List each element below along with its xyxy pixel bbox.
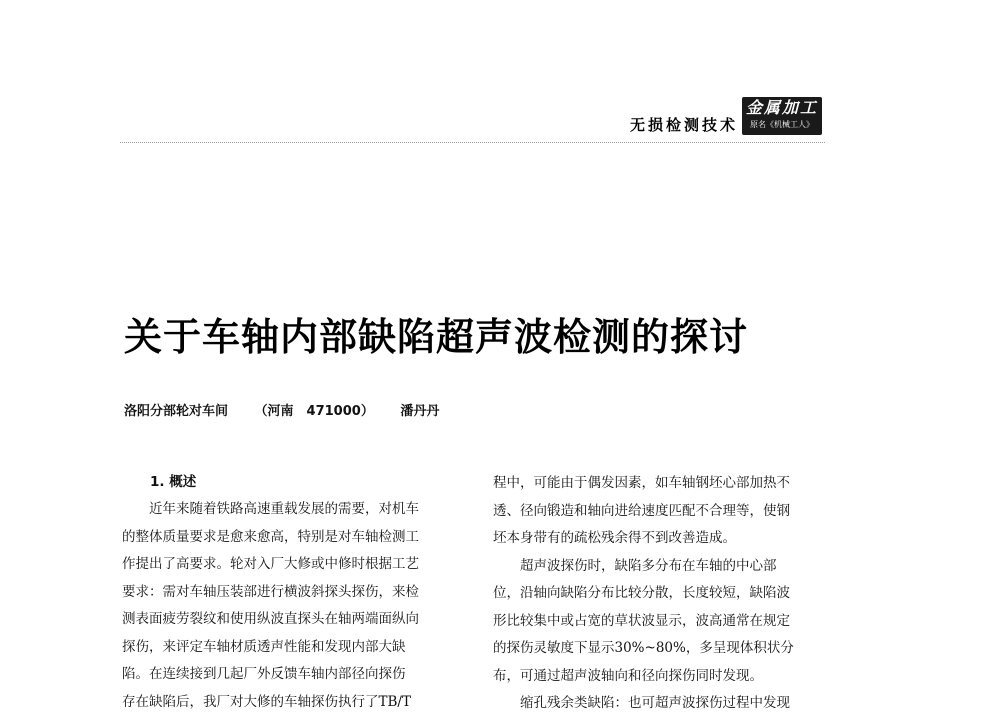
text-line: 超声波探伤时，缺陷多分布在车轴的中心部 — [520, 557, 777, 574]
author-name: 潘丹丹 — [400, 404, 440, 419]
author-affiliation: 洛阳分部轮对车间 — [124, 404, 229, 419]
text-line: 存在缺陷后，我厂对大修的车轴探伤执行了TB/T — [122, 693, 411, 710]
text-line: 探伤，来评定车轴材质透声性能和发现内部大缺 — [122, 638, 406, 655]
article-title: 关于车轴内部缺陷超声波检测的探讨 — [124, 315, 749, 359]
text-line: 透、径向锻造和轴向进给速度匹配不合理等，使钢 — [493, 502, 790, 519]
text-line: 测表面疲劳裂纹和使用纵波直探头在轴两端面纵向 — [122, 611, 419, 627]
right-column — [493, 470, 833, 718]
left-column — [122, 470, 467, 716]
logo-title: 金属加工 — [745, 98, 818, 117]
header-divider — [120, 142, 825, 143]
text-line: 作提出了高要求。轮对入厂大修或中修时根据工艺 — [122, 556, 419, 572]
text-line: 的探伤灵敏度下显示30%~80%，多呈现体积状分 — [493, 640, 794, 656]
text-line: 程中，可能由于偶发因素，如车轴钢坯心部加热不 — [493, 475, 790, 491]
text-line: 位，沿轴向缺陷分布比较分散，长度较短，缺陷波 — [493, 585, 790, 601]
text-line: 缩孔残余类缺陷：也可超声波探伤过程中发现 — [520, 695, 790, 711]
journal-logo — [742, 97, 822, 135]
section-heading: 1. 概述 — [150, 474, 197, 490]
text-line: 形比较集中或占宽的草状波显示，波高通常在规定 — [493, 612, 790, 629]
text-line: 要求：需对车轴压装部进行横波斜探头探伤，来检 — [122, 583, 419, 600]
text-line: 的整体质量要求是愈来愈高，特别是对车轴检测工 — [122, 528, 419, 545]
text-line: 坯本身带有的疏松残余得不到改善造成。 — [493, 530, 736, 546]
text-line: 布，可通过超声波轴向和径向探伤同时发现。 — [493, 667, 763, 684]
logo-subtitle: 原名《机械工人》 — [750, 120, 814, 129]
journal-section-label: 无损检测技术 — [630, 116, 739, 134]
author-line — [124, 400, 461, 419]
author-location: （河南 471000） — [254, 404, 374, 419]
text-line: 近年来随着铁路高速重载发展的需要，对机车 — [149, 501, 419, 517]
text-line: 陷。在连续接到几起厂外反馈车轴内部径向探伤 — [122, 666, 406, 682]
